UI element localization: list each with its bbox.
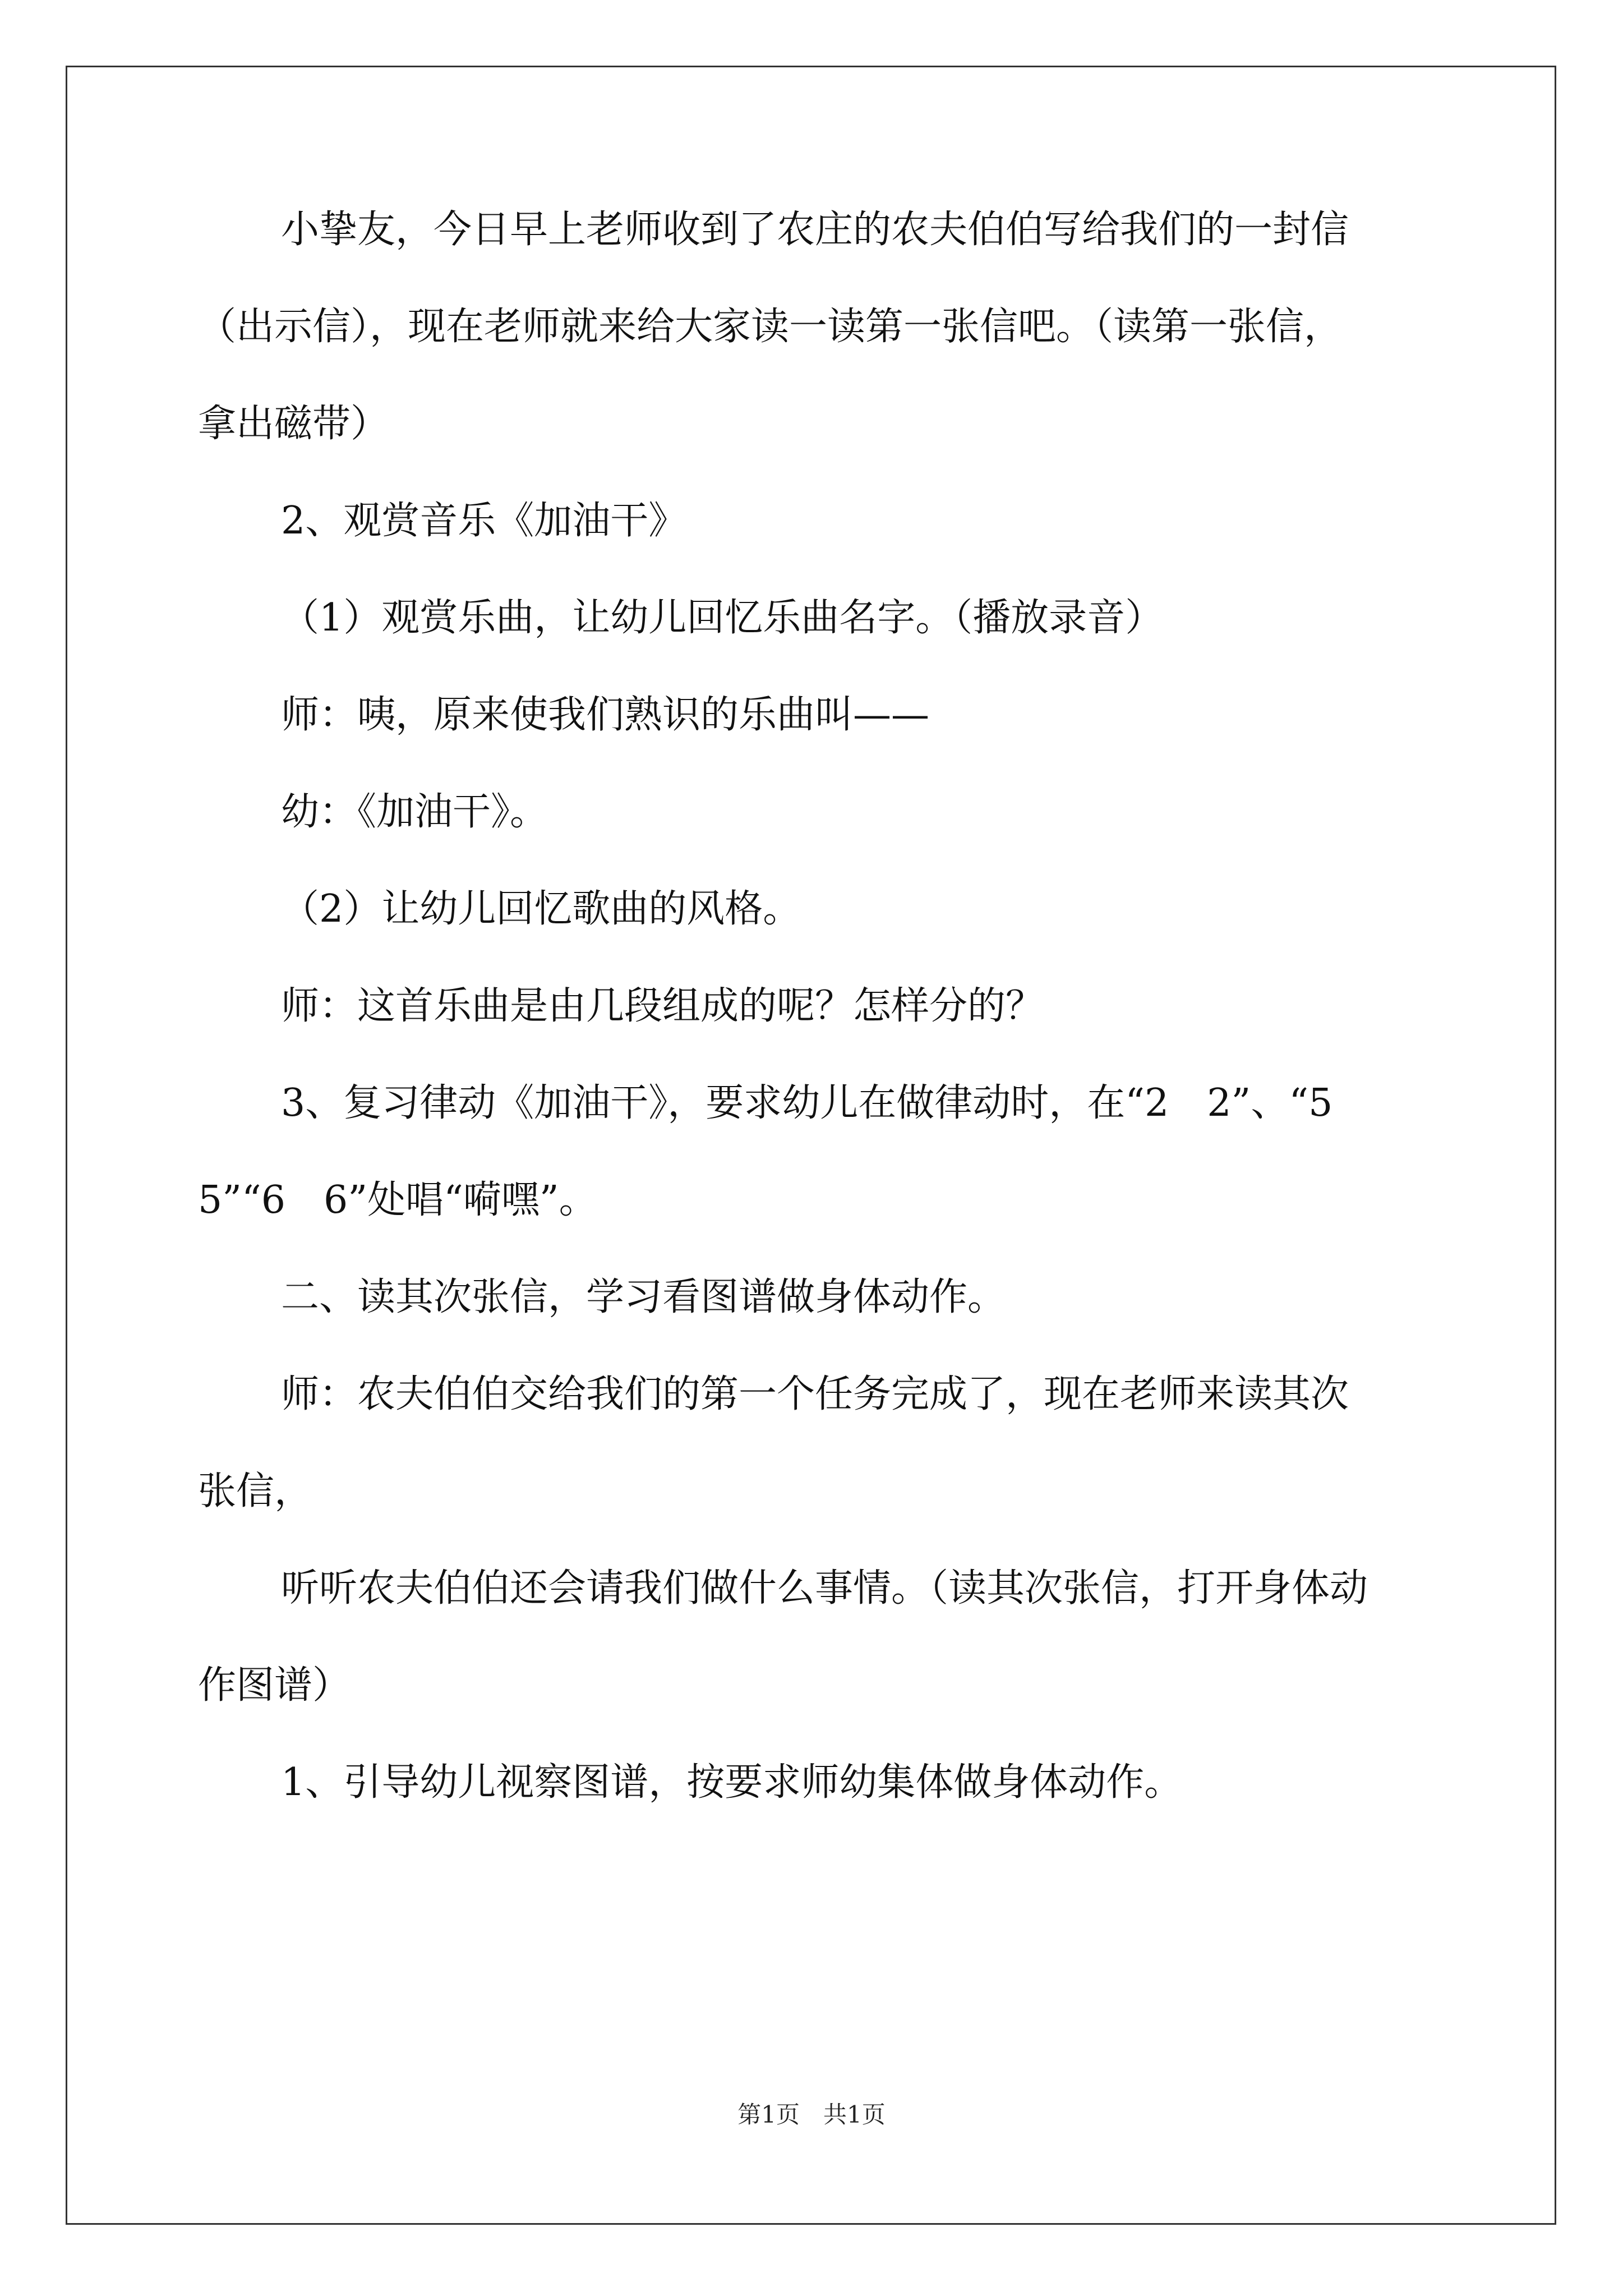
section-heading: 3、复习律动《加油干》，要求幼儿在做律动时，在“2 2”、“5 <box>281 1081 1333 1125</box>
paragraph-line: （出示信），现在老师就来给大家读一读第一张信吧。（读第一张信， <box>198 305 1343 349</box>
paragraph-line: 张信， <box>198 1469 313 1513</box>
page-border <box>66 66 1556 2225</box>
paragraph-line: 听听农夫伯伯还会请我们做什么事情。（读其次张信，打开身体动 <box>281 1566 1368 1611</box>
paragraph-line: 小挚友，今日早上老师收到了农庄的农夫伯伯写给我们的一封信 <box>281 208 1349 252</box>
section-heading: 二、读其次张信，学习看图谱做身体动作。 <box>281 1275 1006 1319</box>
section-heading: 2、观赏音乐《加油干》 <box>281 499 687 543</box>
section-heading: 1、引导幼儿视察图谱，按要求师幼集体做身体动作。 <box>281 1760 1183 1805</box>
paragraph-line: 师：农夫伯伯交给我们的第一个任务完成了，现在老师来读其次 <box>281 1372 1349 1416</box>
paragraph-line: 师：这首乐曲是由几段组成的呢？怎样分的？ <box>281 984 1044 1028</box>
paragraph-line: （1）观赏乐曲，让幼儿回忆乐曲名字。（播放录音） <box>281 596 1164 640</box>
paragraph-line: 作图谱） <box>198 1663 351 1708</box>
paragraph-line: 5”“6 6”处唱“嗬嘿”。 <box>198 1178 597 1222</box>
paragraph-line: 幼：《加油干》。 <box>281 790 548 834</box>
page-number-footer: 第1页 共1页 <box>737 2101 886 2128</box>
paragraph-line: （2）让幼儿回忆歌曲的风格。 <box>281 887 801 931</box>
paragraph-line: 师：咦，原来使我们熟识的乐曲叫—— <box>281 693 930 737</box>
paragraph-line: 拿出磁带） <box>198 402 389 446</box>
